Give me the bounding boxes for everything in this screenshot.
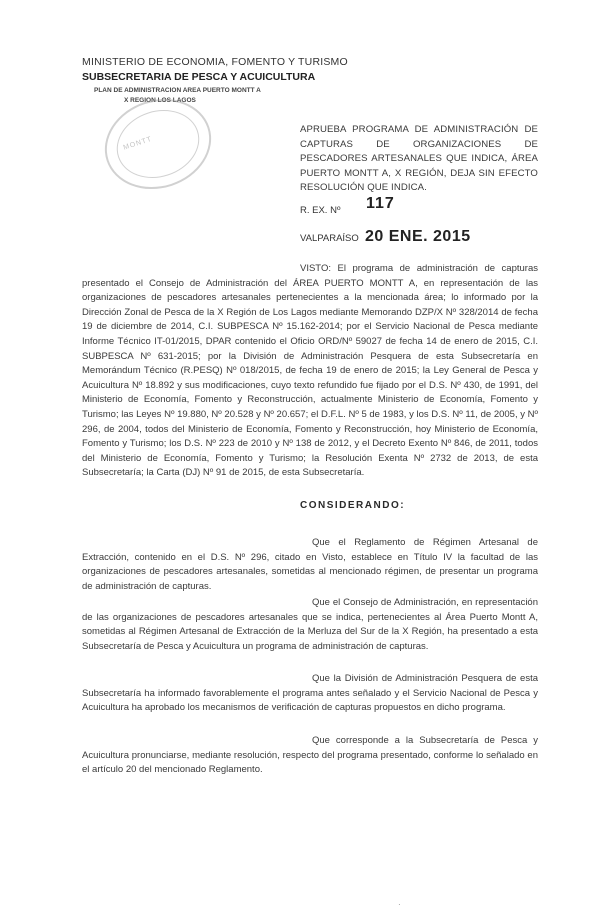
stamp-text: MONTT xyxy=(122,135,154,152)
considerando-paragraph xyxy=(82,672,538,716)
visto-text: VISTO: El programa de administración de capturas presentado el Consejo de Administración del ÁREA PUERTO MONTT A, en representación de las organizaciones de pescadores artesanales pertenecientes a la mencionada área; lo informado por la Dirección Zonal de Pesca de la X Región de Los Lagos mediante Memorando DZP/X Nº 328/2014 de fecha 19 de diciembre de 2014, C.I. SUBPESCA Nº 15.162-2014; por el Servicio Nacional de Pesca mediante Informe Técnico IT-01/2015, DPAR contenido el Oficio ORD/Nº 59027 de fecha 14 de enero de 2015, C.I. SUBPESCA Nº 631-2015; por la División de Administración Pesquera de esta Subsecretaría en Memorándum Técnico (R.PESQ) Nº 018/2015, de fecha 19 de enero de 2015; la Ley General de Pesca y Acuicultura Nº 18.892 y sus modificaciones, cuyo texto refundido fue fijado por el D.S. Nº 430, de 1991, del Ministerio de Economía, Fomento y Reconstrucción, actualmente Ministerio de Economía, Fomento y Turismo; las Leyes Nº 19.880, Nº 20.528 y Nº 20.657; el D.F.L. Nº 5 de 1983, y los D.S. Nº 11, de 2005, y Nº 296, de 2004, todos del Ministerio de Economía, Fomento y Reconstrucción, hoy Ministerio de Economía, Fomento y Turismo; los D.S. Nº 223 de 2010 y Nº 138 de 2012, y el Decreto Exento Nº 846, de 2011, todos del Ministerio de Economía, Fomento y Turismo; la Resolución Exenta Nº 2732 de 2013, de esta Subsecretaría; la Carta (DJ) Nº 91 de 2015, de esta Subsecretaría. xyxy=(82,263,538,479)
considerando-text: Que corresponde a la Subsecretaría de Pesca y Acuicultura pronunciarse, mediante resolución, respecto del programa presentado, conforme lo señalado en el artículo 20 del mencionado Reglamento. xyxy=(82,735,538,776)
letterhead-plan: PLAN DE ADMINISTRACION AREA PUERTO MONTT A xyxy=(94,87,261,94)
official-stamp xyxy=(93,85,223,202)
visto-paragraph xyxy=(82,262,538,481)
resolution-summary: APRUEBA PROGRAMA DE ADMINISTRACIÓN DE CAPTURAS DE ORGANIZACIONES DE PESCADORES ARTESANALES QUE INDICA, ÁREA PUERTO MONTT A, X REGIÓN, DEJA SIN EFECTO RESOLUCIÓN QUE INDICA. xyxy=(300,124,538,194)
letterhead-region: X REGION LOS LAGOS xyxy=(124,97,196,104)
resolution-number: 117 xyxy=(366,195,395,212)
considerando-paragraph xyxy=(82,536,538,594)
considerando-text: Que el Consejo de Administración, en representación de las organizaciones de pescadores artesanales que se indica, pertenecientes al Área Puerto Montt A, sometidas al Régimen Artesanal de Extracción de la Merluza del Sur de la X Región, ha presentado a esta Subsecretaría de Pesca y Acuicultura un programa de administración de capturas. xyxy=(82,597,538,652)
resolution-date: 20 ENE. 2015 xyxy=(365,228,471,245)
resolution-place: VALPARAÍSO xyxy=(300,233,359,244)
considerando-text: Que la División de Administración Pesquera de esta Subsecretaría ha informado favorablemente el programa antes señalado y el Servicio Nacional de Pesca y Acuicultura ha aprobado los mecanismos de verificación de capturas propuestos en dicho programa. xyxy=(82,673,538,714)
page-mark: · xyxy=(398,900,401,909)
considerando-paragraph xyxy=(82,734,538,778)
letterhead-ministry: MINISTERIO DE ECONOMIA, FOMENTO Y TURISMO xyxy=(82,56,348,68)
considerando-text: Que el Reglamento de Régimen Artesanal de Extracción, contenido en el D.S. Nº 296, citado en Visto, establece en Título IV la facultad de las organizaciones de pescadores artesanales, sometidas al mencionado régimen, de presentar un programa de administración de capturas. xyxy=(82,537,538,592)
considerando-paragraph xyxy=(82,596,538,654)
considerando-heading: CONSIDERANDO: xyxy=(300,500,406,511)
letterhead-subsecretaria: SUBSECRETARIA DE PESCA Y ACUICULTURA xyxy=(82,71,316,83)
resolution-number-label: R. EX. Nº xyxy=(300,205,341,216)
